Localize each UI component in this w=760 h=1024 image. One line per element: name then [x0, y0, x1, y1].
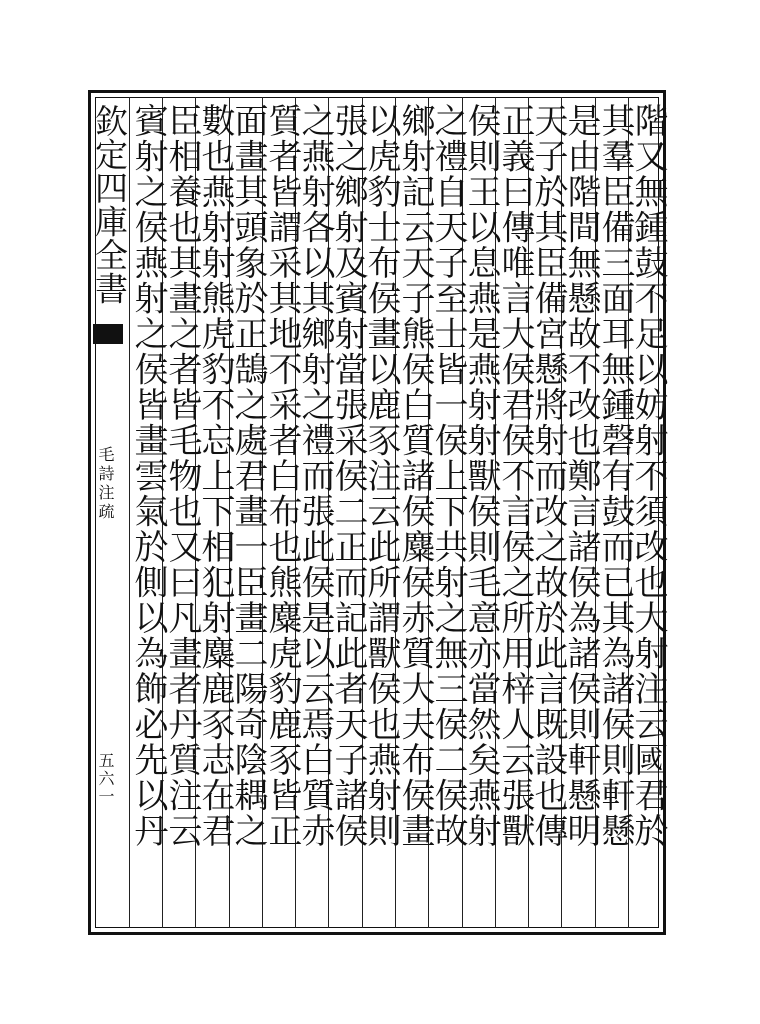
text-column-11: 之燕射各以其鄉射之禮而張此侯是以云焉白質赤 — [295, 103, 335, 849]
fish-tail-mark — [93, 324, 123, 344]
text-column-13: 面畫其頭象於正鵠之處君畫一臣畫二陽奇陰耦之 — [228, 103, 268, 849]
page-number: 五六一 — [96, 752, 115, 806]
text-column-8: 鄉射記云天子熊侯白質諸侯麋侯赤質大夫布侯畫 — [395, 103, 435, 849]
text-column-14: 數也燕射射熊虎豹不忘上下相犯射麋鹿豕志在君 — [195, 103, 235, 849]
text-column-12: 質者皆謂采其地不采者白布也熊麋虎豹鹿豕皆正 — [262, 103, 302, 849]
text-column-5: 正義曰傳唯言大侯君侯不言侯之所用梓人云張獸 — [495, 103, 535, 849]
book-collection-title: 欽定四庫全書 — [90, 104, 129, 305]
text-column-1: 階又無鍾鼓不足以妨射不須改也大射注云國君於 — [628, 103, 668, 849]
text-column-15: 臣相養也其畫之者皆毛物也又曰凡畫者丹質注云 — [162, 103, 202, 849]
text-column-9: 以虎豹士布侯畫以鹿豕注云此所謂獸侯也燕射則 — [361, 103, 401, 849]
text-column-2: 其羣臣備三面耳無鍾磬有鼓而已其為諸侯則軒懸 — [595, 103, 635, 849]
text-column-4: 天子於其臣備宮懸將射而改之故於此言既設也傳 — [528, 103, 568, 849]
text-column-7: 之禮自天子至士皆一侯上下共射之無三侯二侯故 — [428, 103, 468, 849]
text-column-16: 賓射之侯燕射之侯皆畫雲氣於側以為飾必先以丹 — [128, 103, 168, 849]
text-column-10: 張之鄉射及賓射當張采侯二正而記此者天子諸侯 — [328, 103, 368, 849]
text-column-6: 侯則王以息燕是燕射射獸侯則毛意亦當然矣燕射 — [461, 103, 501, 849]
text-column-3: 是由階間無懸故不改也鄭言諸侯為諸侯則軒懸明 — [561, 103, 601, 849]
book-title: 毛詩注疏 — [96, 446, 115, 522]
